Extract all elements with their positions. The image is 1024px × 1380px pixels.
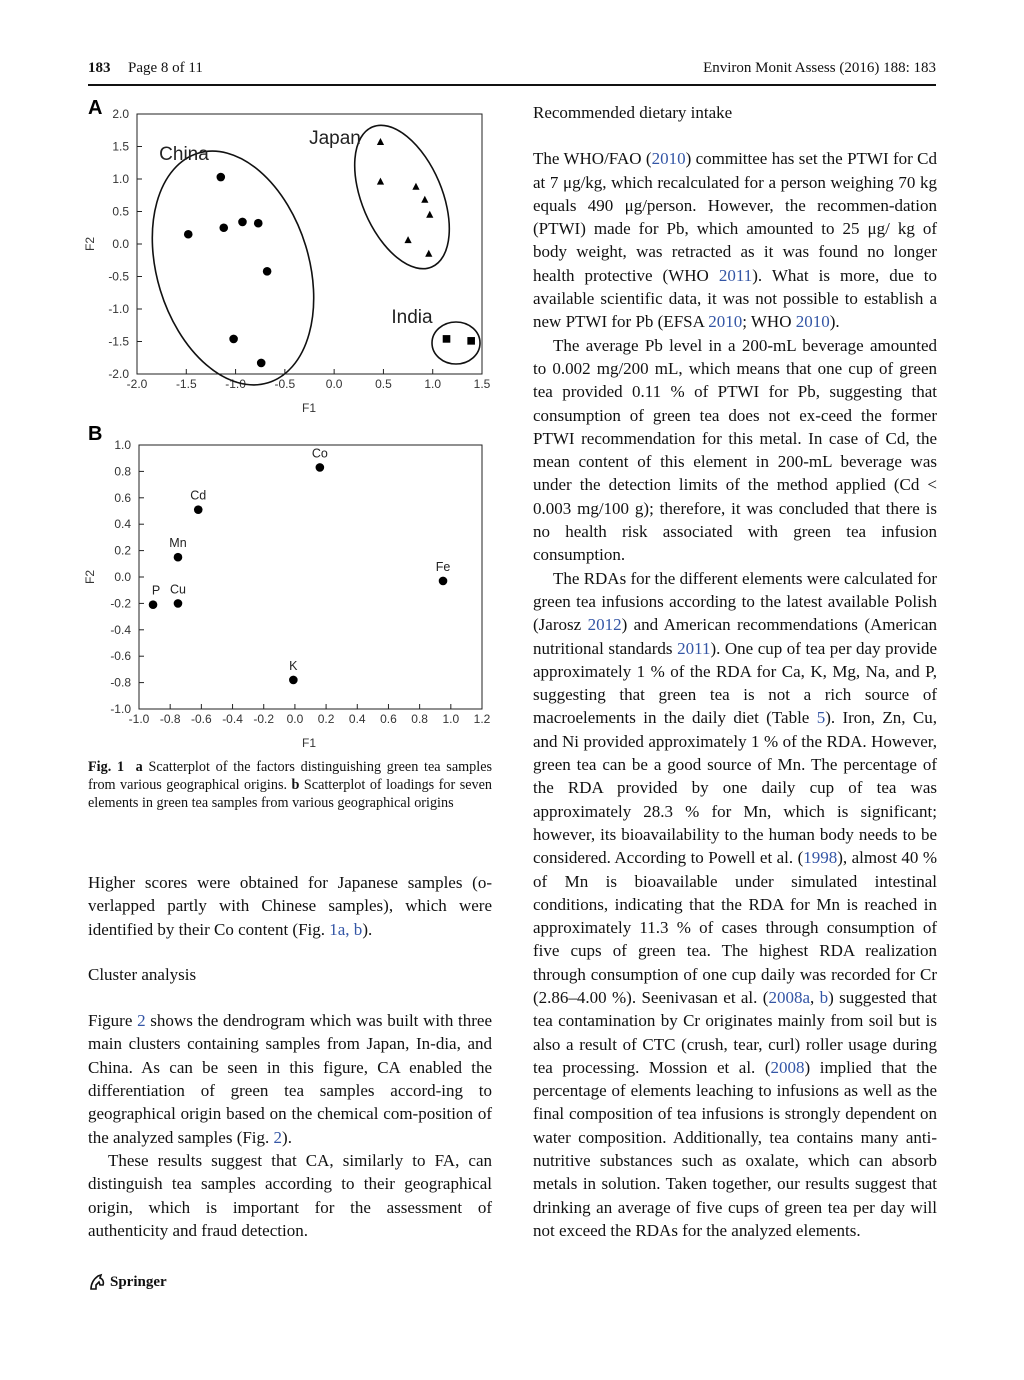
panel-b-x-tick-label: 0.2	[317, 712, 335, 726]
cu-loading-point	[174, 599, 183, 608]
figure-2-link[interactable]: 2	[137, 1011, 146, 1031]
panel-b-x-tick-label: 0.4	[348, 712, 366, 726]
panel-a-y-tick-label: 2.0	[112, 107, 129, 121]
table-5-link[interactable]: 5	[816, 708, 826, 728]
japan-sample-point	[377, 178, 384, 185]
panel-b-y-tick-label: 0.6	[114, 490, 131, 505]
panel-b-x-tick-label: 0.8	[411, 712, 428, 726]
panel-b-y-axis-label: F2	[83, 569, 97, 585]
caption-prefix: Fig. 1	[88, 759, 125, 775]
journal-reference: Environ Monit Assess (2016) 188: 183	[703, 60, 936, 76]
panel-a-label: A	[88, 97, 103, 119]
panel-a-x-tick-label: 0.5	[375, 377, 392, 391]
china-sample-point	[254, 219, 263, 228]
publisher-logo	[88, 1273, 167, 1291]
panel-b-x-tick-label: -0.4	[222, 712, 243, 726]
china-sample-point	[216, 173, 225, 182]
panel-b-x-tick-label: 1.0	[442, 712, 460, 726]
p-loading-label: P	[151, 583, 161, 598]
running-head	[88, 60, 936, 82]
mn-loading-label: Mn	[169, 536, 187, 551]
panel-b-y-tick-label: 0.0	[114, 570, 131, 584]
china-sample-point	[263, 267, 272, 276]
japan-sample-point	[377, 138, 384, 145]
japan-sample-point	[425, 250, 432, 257]
citation-seenivasan-2008b[interactable]: b	[819, 987, 829, 1007]
figure-caption	[88, 758, 492, 812]
citation-efsa-2010[interactable]: 2010	[708, 312, 743, 332]
section-title-dietary-intake: Recommended dietary intake	[533, 103, 733, 122]
caption-b-text: Scatterplot of loadings for seven elements in green tea samples from various geographical origins	[88, 777, 493, 811]
panel-b-y-tick-label: 0.8	[114, 464, 131, 479]
panel-a-x-tick-label: 0.0	[325, 377, 343, 391]
panel-b-y-tick-label: -1.0	[110, 702, 131, 716]
panel-b-x-axis-label: F1	[301, 736, 317, 750]
left-column	[88, 871, 492, 1242]
panel-a-x-tick-label: -0.5	[274, 377, 296, 391]
panel-a-y-axis-label: F2	[83, 236, 97, 252]
section-title-cluster-analysis: Cluster analysis	[88, 964, 197, 984]
panel-b-y-tick-label: -0.2	[110, 596, 131, 611]
panel-a-x-tick-label: 1.0	[424, 377, 442, 391]
right-column	[533, 101, 937, 1242]
panel-b-scatterplot	[83, 438, 491, 750]
india-sample-point	[443, 335, 451, 343]
panel-a-x-tick-label: -1.0	[225, 377, 246, 391]
citation-ans-2011[interactable]: 2011	[677, 638, 711, 658]
panel-b-y-tick-label: -0.4	[110, 622, 131, 637]
panel-b-y-tick-label: 1.0	[114, 438, 131, 452]
mn-loading-point	[174, 553, 183, 562]
panel-b-y-tick-label: 0.4	[114, 517, 131, 532]
panel-a-x-tick-label: -2.0	[126, 377, 148, 391]
china-sample-point	[257, 359, 266, 368]
panel-a-x-axis-label: F1	[301, 401, 317, 415]
paragraph-pb-level: The average Pb level in a 200-mL beverage amounted to 0.002 mg/200 mL, which means that one cup of green tea provided 0.11 % of PTWI for Pb, suggesting that consumption of green tea does not ex-ceed the former PTWI recommendation for this metal. In case of Cd, the mean content of this element in 200-mL beverage was under the detection limits of the method applied (Cd < 0.003 mg/100 g); therefore, it was concluded that there is no health risk associated with green tea infusion consumption.	[533, 335, 937, 565]
panel-b-y-tick-label: 0.2	[114, 543, 131, 558]
panel-a-y-tick-label: -1.0	[108, 302, 129, 316]
china-label: China	[159, 144, 209, 165]
k-loading-point	[289, 676, 298, 685]
panel-b-plot-frame	[139, 445, 482, 709]
panel-b-x-tick-label: -0.8	[159, 712, 181, 726]
citation-seenivasan-2008a[interactable]: 2008a	[768, 987, 810, 1007]
paragraph-ca-conclusion: These results suggest that CA, similarly to FA, can distinguish tea samples according to their geographical origin, which is important for the assessment of authenticity and fraud detection.	[88, 1150, 492, 1240]
panel-a-y-tick-label: -1.5	[108, 334, 129, 349]
panel-a-y-tick-label: 1.5	[112, 139, 129, 154]
india-label: India	[391, 307, 433, 328]
citation-powell-1998[interactable]: 1998	[803, 848, 838, 868]
panel-b-x-tick-label: 0.0	[286, 712, 304, 726]
p-loading-point	[149, 600, 158, 609]
caption-b-letter: b	[291, 777, 300, 793]
citation-jarosz-2012[interactable]: 2012	[587, 615, 622, 635]
paragraph-fa-results: Higher scores were obtained for Japanese samples (o-verlapped partly with Chinese samples), which were identified by their Co content (Fig. 1a, b).	[88, 873, 492, 939]
japan-label: Japan	[309, 128, 361, 149]
citation-mossion-2008[interactable]: 2008	[770, 1057, 805, 1077]
india-sample-point	[467, 337, 475, 345]
paragraph-rda: The RDAs for the different elements were calculated for green tea infusions according to the latest available Polish (Jarosz 2012) and American recommendations (American nutritional standards 2011). One cup of tea per day provide approximately 1 % of the RDA for Ca, K, Mg, Na, and P, suggesting that green tea is not a rich source of macroelements in the daily diet (Table 5). Iron, Zn, Cu, and Ni provided approximately 1 % of the RDA. However, green tea can be a good source of Mn. The percentage of the RDA provided by one daily cup of tea was approximately 28.3 % for Mn, which is significant; however, its bioavailability to the human body needs to be considered. According to Powell et al. (1998), almost 40 % of Mn is bioavailable under simulated intestinal conditions, indicating that the RDA for Mn is reached in approximately 11.3 % of cases through consumption of five cups of green tea. The highest RDA realization through consumption of one cup daily was recorded for Cr (2.86–4.00 %). Seenivasan et al. (2008a, b) suggested that tea contamination by Cr originates mainly from soil but is also a result of CTC (crush, tear, curl) roller usage during tea processing. Mossion et al. (2008) implied that the percentage of elements leaching to infusions as well as the final composition of tea infusions is strongly dependent on water composition. Additionally, tea contains many anti-nutritive substances such as oxalate, which can absorb metals in solution. Taken together, our results suggest that drinking an average of five cups of green tea per day will not exceed the RDAs for the analyzed elements.	[533, 568, 938, 1240]
panel-a-y-tick-label: -0.5	[108, 269, 129, 284]
fe-loading-label: Fe	[435, 559, 451, 574]
panel-b-label: B	[88, 423, 103, 445]
paragraph-ptwi: The WHO/FAO (2010) committee has set the PTWI for Cd at 7 μg/kg, which recalculated for a person weighing 70 kg equals 490 μg/person. However, the recommen-dation (PTWI) made for Pb, which amounted to 25 μg/ kg of body weight, was retracted as it was found no longer health protective (WHO 2011). What is more, due to available scientific data, it was not possible to establish a new PTWI for Pb (EFSA 2010; WHO 2010).	[533, 149, 938, 332]
co-loading-label: Co	[311, 446, 328, 461]
citation-who-fao-2010[interactable]: 2010	[651, 149, 686, 169]
panel-b-x-tick-label: 0.6	[380, 712, 397, 726]
china-sample-point	[229, 335, 238, 344]
header-rule	[88, 84, 936, 86]
japan-sample-point	[421, 196, 428, 203]
panel-a-y-tick-label: -2.0	[108, 367, 129, 381]
page-of-indicator: Page 8 of 11	[128, 60, 203, 76]
citation-who-2010[interactable]: 2010	[795, 312, 830, 332]
panel-a-y-tick-label: 1.0	[112, 172, 129, 186]
figure-1-link[interactable]: 1a, b	[329, 919, 363, 939]
cd-loading-point	[194, 505, 203, 514]
publisher-name: Springer	[110, 1273, 167, 1290]
cu-loading-label: Cu	[169, 582, 186, 597]
caption-a-text: Scatterplot of the factors distinguishing green tea samples from various geographical origins.	[88, 759, 493, 793]
panel-b-y-tick-label: -0.8	[110, 675, 131, 690]
china-sample-point	[219, 223, 228, 232]
china-sample-point	[238, 218, 247, 227]
japan-sample-point	[404, 236, 411, 243]
panel-b-x-tick-label: -0.6	[191, 712, 212, 726]
panel-a-x-tick-label: -1.5	[175, 377, 197, 391]
china-sample-point	[184, 230, 193, 239]
panel-b-x-tick-label: -1.0	[128, 712, 150, 726]
panel-b-x-tick-label: -0.2	[253, 712, 275, 726]
fe-loading-point	[439, 577, 448, 586]
panel-b-x-tick-label: 1.2	[473, 712, 491, 726]
cd-loading-label: Cd	[190, 488, 207, 503]
panel-a-scatterplot	[83, 107, 491, 415]
springer-horse-icon	[88, 1273, 106, 1291]
panel-a-y-tick-label: 0.0	[112, 237, 129, 251]
japan-sample-point	[426, 211, 433, 218]
caption-a-letter: a	[135, 759, 143, 775]
k-loading-label: K	[289, 658, 298, 673]
co-loading-point	[316, 463, 325, 472]
china-cluster-ellipse	[125, 131, 341, 405]
panel-a-y-tick-label: 0.5	[112, 204, 129, 219]
figure-2-link-2[interactable]: 2	[273, 1127, 283, 1147]
figure-1	[80, 90, 500, 760]
page-number: 183	[88, 60, 111, 76]
citation-who-2011[interactable]: 2011	[718, 265, 753, 285]
panel-a-x-tick-label: 1.5	[473, 377, 491, 391]
panel-b-y-tick-label: -0.6	[110, 649, 131, 664]
japan-sample-point	[412, 183, 419, 190]
paragraph-dendrogram: Figure 2 shows the dendrogram which was built with three main clusters containing samples from Japan, In-dia, and China. As can be seen in this figure, CA enabled the differentiation of green tea samples accord-ing to geographical origin based on the chemical com-position of the analyzed samples (Fig. 2).	[88, 1011, 492, 1147]
